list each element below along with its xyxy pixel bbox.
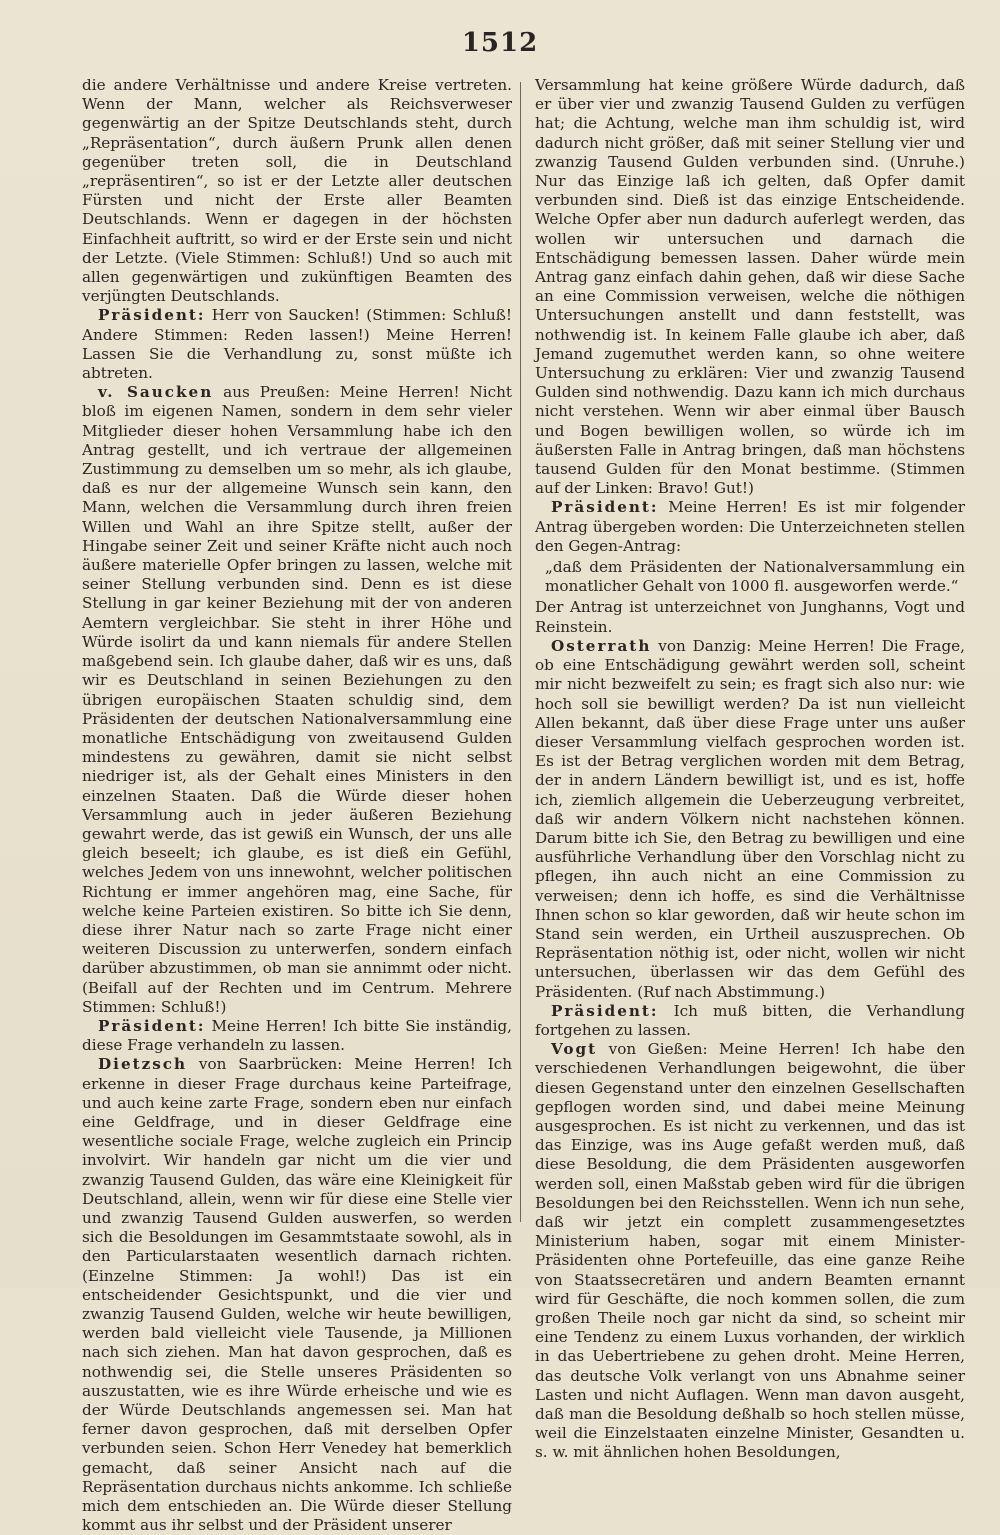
right-column [535, 76, 965, 1463]
paragraph-text: von Gießen: Meine Herren! Ich habe den verschiedenen Verhandlungen beigewohnt, die über diesen Gegenstand unter den einzelnen Gesellschaften gepflogen worden sind, und dabei meine Meinung ausgesprochen. Es ist nicht zu verkennen, und das ist das Einzige, was ins Auge gefaßt werden muß, daß diese Besoldung, die dem Präsidenten ausgeworfen werden soll, einen Maßstab geben wird für die übrigen Besoldungen bei den Reichsstellen. Wenn ich nun sehe, daß wir jetzt ein complett zusammengesetztes Ministerium haben, sogar mit einem Minister-Präsidenten ohne Portefeuille, das eine ganze Reihe von Staatssecretären und andern Beamten ernannt wird für Geschäfte, die noch kommen sollen, die zum großen Theile noch gar nicht da sind, so scheint mir eine Tendenz zu einem Luxus vorhanden, der wirklich in das Uebertriebene zu gehen droht. Meine Herren, das deutsche Volk verlangt von uns Abnahme seiner Lasten und nicht Auflagen. Wenn man davon ausgeht, daß man die Besoldung deßhalb so hoch stellen müsse, weil die Einzelstaaten einzelne Minister, Gesandten u. s. w. mit ähnlichen hohen Besoldungen, [535, 1040, 965, 1462]
paragraph [535, 498, 965, 556]
column-divider [520, 82, 521, 1222]
speaker-name: Vogt [551, 1040, 598, 1059]
speaker-name: v. Saucken [98, 383, 214, 402]
left-column [82, 76, 512, 1535]
speaker-name: Präsident: [551, 1001, 659, 1020]
paragraph [82, 76, 512, 306]
speaker-name: Präsident: [551, 498, 659, 517]
speaker-name: Präsident: [98, 1016, 206, 1035]
paragraph [535, 598, 965, 636]
paragraph-text: von Saarbrücken: Meine Herren! Ich erkenne in dieser Frage durchaus keine Parteifrage, und auch keine zarte Frage, sondern eben nur einfach eine Geldfrage, und in dieser Geldfrage eine wesentliche sociale Frage, welche zugleich ein Princip involvirt. Wir handeln gar nicht um die vier und zwanzig Tausend Gulden, das wäre eine Kleinigkeit für Deutschland, allein, wenn wir für diese eine Stelle vier und zwanzig Tausend Gulden auswerfen, so werden sich die Besoldungen im Gesammtstaate sowohl, als in den Particularstaaten wesentlich darnach richten. (Einzelne Stimmen: Ja wohl!) Das ist ein entscheidender Gesichtspunkt, und die vier und zwanzig Tausend Gulden, welche wir heute bewilligen, werden bald vielleicht viele Tausende, ja Millionen nach sich ziehen. Man hat davon gesprochen, daß es nothwendig sei, die Stelle unseres Präsidenten so auszustatten, wie es ihre Würde erheische und wie es der Würde Deutschlands angemessen sei. Man hat ferner davon gesprochen, daß mit derselben Opfer verbunden seien. Schon Herr Venedey hat bemerklich gemacht, daß seiner Ansicht nach auf die Repräsentation durchaus nichts ankomme. Ich schließe mich dem entschieden an. Die Würde dieser Stellung kommt aus ihr selbst und der Präsident unserer [82, 1055, 512, 1535]
paragraph [82, 1055, 512, 1535]
paragraph-text: Ich muß bitten, die Verhandlung fortgehen zu lassen. [535, 1001, 965, 1039]
speaker-name: Präsident: [98, 306, 206, 325]
speaker-name: Osterrath [551, 636, 652, 655]
paragraph-text: Der Antrag ist unterzeichnet von Junghanns, Vogt und Reinstein. [535, 598, 965, 636]
paragraph-text: Herr von Saucken! (Stimmen: Schluß! Andere Stimmen: Reden lassen!) Meine Herren! Lassen Sie die Verhandlung zu, sonst müßte ich abtreten. [82, 306, 512, 383]
paragraph-text: „daß dem Präsidenten der Nationalversammlung ein monatlicher Gehalt von 1000 fl. ausgeworfen werde.“ [545, 558, 965, 596]
paragraph [82, 306, 512, 383]
paragraph [535, 1002, 965, 1040]
paragraph [82, 1017, 512, 1055]
paragraph-text: die andere Verhältnisse und andere Kreise vertreten. Wenn der Mann, welcher als Reichsverweser gegenwärtig an der Spitze Deutschlands steht, durch „Repräsentation“, durch äußern Prunk allen denen gegenüber treten soll, die in Deutschland „repräsentiren“, so ist er der Letzte aller deutschen Fürsten und nicht der Erste aller Beamten Deutschlands. Wenn er dagegen in der höchsten Einfachheit auftritt, so wird er der Erste sein und nicht der Letzte. (Viele Stimmen: Schluß!) Und so auch mit allen gegenwärtigen und zukünftigen Beamten des verjüngten Deutschlands. [82, 76, 512, 306]
quoted-motion [545, 558, 965, 596]
paragraph [535, 637, 965, 1002]
page-number: 1512 [461, 28, 539, 58]
paragraph-text: aus Preußen: Meine Herren! Nicht bloß im eigenen Namen, sondern in dem sehr vieler Mitglieder dieser hohen Versammlung habe ich den Antrag gestellt, und ich vertraue der allgemeinen Zustimmung zu demselben um so mehr, als ich glaube, daß es nur der allgemeine Wunsch sein kann, den Mann, welchen die Versammlung durch ihren freien Willen und Wahl an ihre Spitze stellt, außer der Hingabe seiner Zeit und seiner Kräfte nicht auch noch äußere materielle Opfer bringen zu lassen, welche mit seiner Stellung verbunden sind. Denn es ist diese Stellung in gar keiner Beziehung mit der von anderen Aemtern vergleichbar. Sie steht in ihrer Höhe und Würde isolirt da und kann niemals für andere Stellen maßgebend sein. Ich glaube daher, daß wir es uns, daß wir es Deutschland in seinen Beziehungen zu den übrigen europäischen Staaten schuldig sind, dem Präsidenten der deutschen Nationalversammlung eine monatliche Entschädigung von zweitausend Gulden mindestens zu gewähren, damit sie nicht selbst niedriger ist, als der Gehalt eines Ministers in den einzelnen Staaten. Daß die Würde dieser hohen Versammlung auch in jeder äußeren Beziehung gewahrt werde, das ist gewiß ein Wunsch, der uns alle gleich beseelt; ich glaube, es ist dieß ein Gefühl, welches Jedem von uns innewohnt, welcher politischen Richtung er immer angehören mag, eine Sache, für welche keine Parteien existiren. So bitte ich Sie denn, diese ihrer Natur nach so zarte Frage nicht einer weiteren Discussion zu unterwerfen, sondern einfach darüber abzustimmen, ob man sie annimmt oder nicht. (Beifall auf der Rechten und im Centrum. Mehrere Stimmen: Schluß!) [82, 383, 513, 1016]
paragraph-text: von Danzig: Meine Herren! Die Frage, ob eine Entschädigung gewährt werden soll, scheint mir nicht bezweifelt zu sein; es fragt sich also nur: wie hoch soll sie bewilligt werden? Da ist nun vielleicht Allen bekannt, daß über diese Frage unter uns außer dieser Versammlung vielfach gesprochen worden ist. Es ist der Betrag verglichen worden mit dem Betrag, der in andern Ländern bewilligt ist, und es ist, hoffe ich, ziemlich allgemein die Ueberzeugung verbreitet, daß wir andern Völkern nicht nachstehen können. Darum bitte ich Sie, den Betrag zu bewilligen und eine ausführliche Verhandlung über den Vorschlag nicht zu pflegen, ihn auch nicht an eine Commission zu verweisen; denn ich hoffe, es sind die Verhältnisse Ihnen schon so klar geworden, daß wir heute schon im Stand sein werden, ein Urtheil auszusprechen. Ob Repräsentation nöthig ist, oder nicht, wollen wir nicht untersuchen, überlassen wir das dem Gefühl des Präsidenten. (Ruf nach Abstimmung.) [535, 636, 965, 1001]
paragraph-text: Versammlung hat keine größere Würde dadurch, daß er über vier und zwanzig Tausend Gulden zu verfügen hat; die Achtung, welche man ihm schuldig ist, wird dadurch nicht größer, daß mit seiner Stellung vier und zwanzig Tausend Gulden verbunden sind. (Unruhe.) Nur das Einzige laß ich gelten, daß Opfer damit verbunden sind. Dieß ist das einzige Entscheidende. Welche Opfer aber nun dadurch auferlegt werden, das wollen wir untersuchen und darnach die Entschädigung bemessen lassen. Daher würde mein Antrag ganz einfach dahin gehen, daß wir diese Sache an eine Commission verweisen, welche die nöthigen Untersuchungen anstellt und dann feststellt, was nothwendig ist. In keinem Falle glaube ich aber, daß Jemand zugemuthet werden kann, so ohne weitere Untersuchung zu erklären: Vier und zwanzig Tausend Gulden sind nothwendig. Dazu kann ich mich durchaus nicht verstehen. Wenn wir aber einmal über Bausch und Bogen bewilligen wollen, so würde ich im äußersten Falle in Antrag bringen, daß man höchstens tausend Gulden für den Monat bestimme. (Stimmen auf der Linken: Bravo! Gut!) [535, 76, 965, 498]
speaker-name: Dietzsch [98, 1055, 188, 1074]
paragraph [535, 76, 965, 498]
paragraph-text: Meine Herren! Ich bitte Sie inständig, diese Frage verhandeln zu lassen. [82, 1016, 512, 1055]
paragraph [535, 1040, 965, 1462]
paragraph-text: Meine Herren! Es ist mir folgender Antrag übergeben worden: Die Unterzeichneten stellen den Gegen-Antrag: [535, 498, 965, 555]
paragraph [82, 383, 512, 1017]
